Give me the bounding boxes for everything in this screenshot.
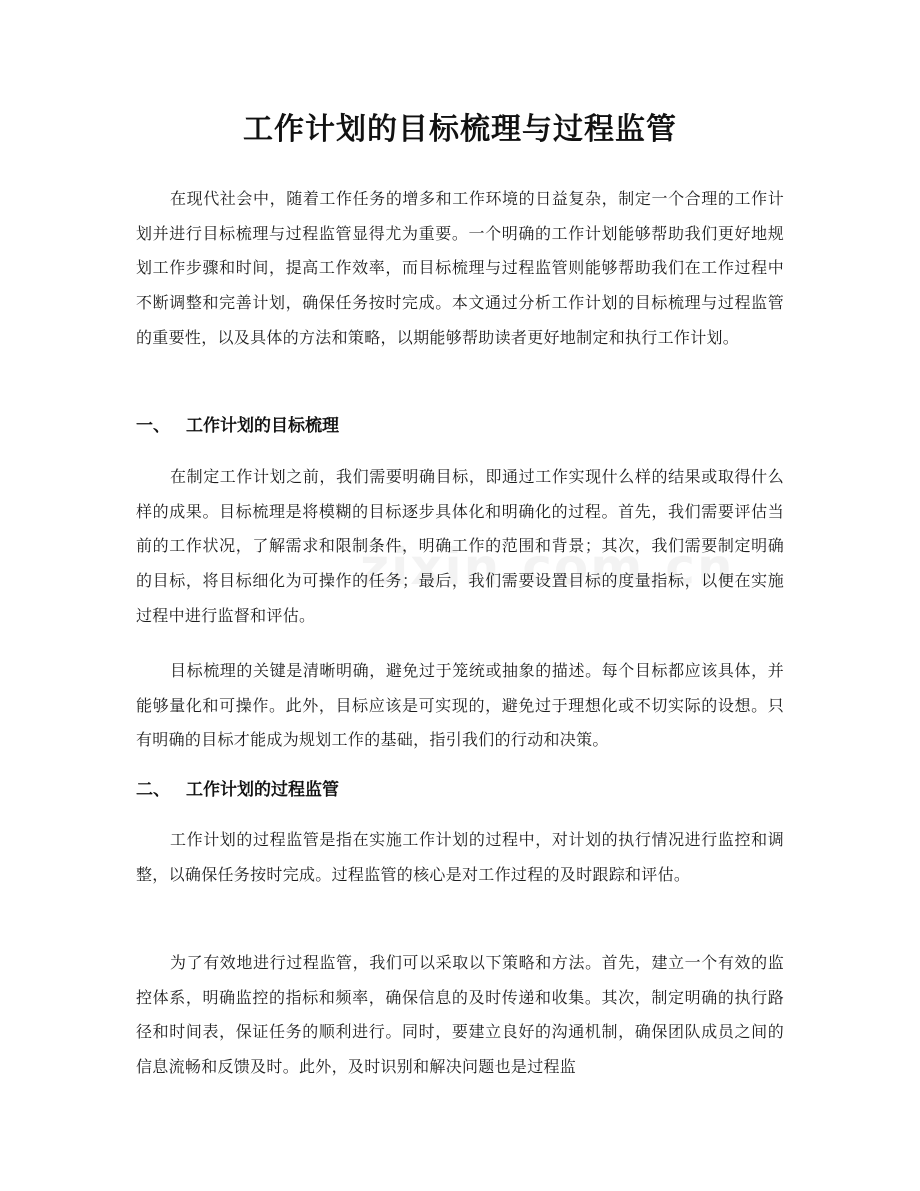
section-title-1: 工作计划的目标梳理 [186, 416, 339, 436]
section-heading-2 [136, 777, 339, 803]
section-number-1: 一、 [136, 416, 170, 436]
section-2-paragraph-1: 工作计划的过程监管是指在实施工作计划的过程中，对计划的执行情况进行监控和调整，以确保任务按时完成。过程监管的核心是对工作过程的及时跟踪和评估。 [136, 830, 784, 884]
section-title-2: 工作计划的过程监管 [186, 780, 339, 800]
page-title: 工作计划的目标梳理与过程监管 [243, 112, 677, 147]
intro-paragraph: 在现代社会中，随着工作任务的增多和工作环境的日益复杂，制定一个合理的工作计划并进行目标梳理与过程监管显得尤为重要。一个明确的工作计划能够帮助我们更好地规划工作步骤和时间，提高工作效率，而目标梳理与过程监管则能够帮助我们在工作过程中不断调整和完善计划，确保任务按时完成。本文通过分析工作计划的目标梳理与过程监管的重要性，以及具体的方法和策略，以期能够帮助读者更好地制定和执行工作计划。 [136, 189, 784, 347]
section-2-paragraph-2: 为了有效地进行过程监管，我们可以采取以下策略和方法。首先，建立一个有效的监控体系，明确监控的指标和频率，确保信息的及时传递和收集。其次，制定明确的执行路径和时间表，保证任务的顺利进行。同时，要建立良好的沟通机制，确保团队成员之间的信息流畅和反馈及时。此外，及时识别和解决问题也是过程监 [136, 953, 784, 1077]
section-number-2: 二、 [136, 780, 170, 800]
section-heading-1 [136, 413, 339, 439]
section-1-paragraph-2: 目标梳理的关键是清晰明确，避免过于笼统或抽象的描述。每个目标都应该具体，并能够量化和可操作。此外，目标应该是可实现的，避免过于理想化或不切实际的设想。只有明确的目标才能成为规划工作的基础，指引我们的行动和决策。 [136, 661, 784, 750]
section-1-paragraph-1: 在制定工作计划之前，我们需要明确目标，即通过工作实现什么样的结果或取得什么样的成果。目标梳理是将模糊的目标逐步具体化和明确化的过程。首先，我们需要评估当前的工作状况，了解需求和限制条件，明确工作的范围和背景；其次，我们需要制定明确的目标，将目标细化为可操作的任务；最后，我们需要设置目标的度量指标，以便在实施过程中进行监督和评估。 [136, 467, 784, 625]
